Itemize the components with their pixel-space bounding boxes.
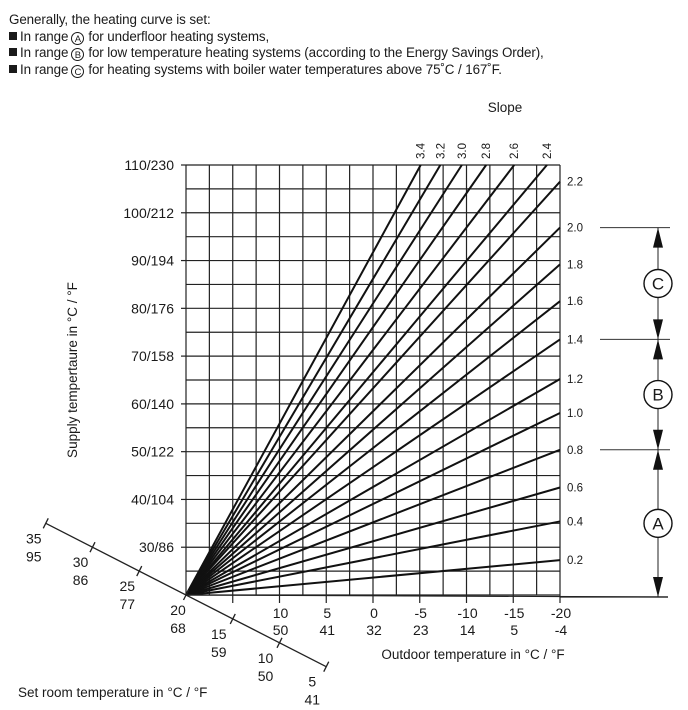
x-tick-label-c: 5 — [323, 605, 332, 621]
x-tick-label-c: 10 — [272, 605, 289, 621]
room-tick-label-c: 10 — [257, 649, 274, 666]
intro-item-prefix: In range — [20, 45, 69, 60]
arrow-down-icon — [653, 577, 663, 597]
range-badge-c: C — [71, 65, 84, 78]
range-label-c: C — [651, 274, 665, 294]
range-badge-b: B — [71, 48, 84, 61]
slope-label: 1.4 — [567, 334, 583, 347]
room-tick-label-c: 5 — [308, 673, 317, 690]
range-label-b: B — [652, 385, 664, 405]
x-tick-label-f: 23 — [412, 622, 429, 638]
room-tick-label-c: 35 — [25, 530, 42, 547]
x-tick-label-f: -4 — [554, 622, 568, 638]
x-tick-label-f: 32 — [366, 622, 382, 638]
slope-label: 2.6 — [509, 143, 522, 159]
intro-heading: Generally, the heating curve is set: — [9, 12, 211, 27]
room-tick-label-f: 50 — [257, 667, 274, 684]
room-tick-label-c: 15 — [210, 625, 227, 642]
intro-item-text: for underfloor heating systems, — [88, 28, 270, 44]
y-tick-label: 40/104 — [131, 491, 174, 508]
arrow-up-icon — [653, 339, 663, 359]
range-label-a: A — [652, 514, 664, 534]
room-tick-label-c: 20 — [170, 602, 186, 618]
arrow-up-icon — [653, 450, 663, 470]
room-axis-label: Set room temperature in °C / °F — [18, 685, 208, 700]
slope-title: Slope — [487, 100, 523, 115]
slope-label: 2.0 — [567, 222, 583, 235]
x-tick-label-c: -10 — [457, 605, 478, 621]
room-tick-label-c: 30 — [72, 554, 89, 571]
chart-grid — [186, 165, 560, 595]
slope-label: 1.6 — [567, 296, 583, 309]
room-tick — [277, 638, 282, 648]
intro-item-prefix: In range — [20, 61, 69, 77]
slope-label: 2.2 — [567, 176, 583, 189]
room-tick — [90, 542, 95, 552]
x-tick-label-c: -20 — [550, 605, 572, 621]
slope-label: 3.4 — [415, 143, 428, 159]
room-tick-label-f: 86 — [72, 572, 89, 589]
x-tick-label-f: 41 — [319, 622, 336, 638]
intro-item-text: for heating systems with boiler water temperatures above 75˚C / 167˚F. — [88, 61, 502, 77]
slope-label: 1.2 — [567, 374, 583, 387]
room-tick-label-f: 95 — [25, 548, 42, 565]
range-badge-a: A — [71, 32, 84, 45]
y-tick-label: 110/230 — [124, 157, 174, 173]
y-tick-label: 30/86 — [138, 539, 174, 556]
room-tick — [137, 566, 142, 576]
arrow-down-icon — [653, 319, 663, 339]
x-tick-label-c: 0 — [370, 605, 378, 621]
intro-item-text: for low temperature heating systems (according to the Energy Savings Order), — [88, 45, 544, 60]
y-axis-label: Supply tempertaure in °C / °F — [65, 282, 80, 458]
x-tick-label-f: 14 — [459, 622, 476, 638]
arrow-up-icon — [653, 228, 663, 248]
room-tick-label-f: 68 — [170, 620, 186, 636]
y-tick-label: 60/140 — [131, 395, 174, 412]
x-axis-label: Outdoor temperature in °C / °F — [381, 647, 565, 662]
slope-label: 0.2 — [567, 555, 583, 568]
slope-label: 1.0 — [567, 407, 583, 420]
room-tick — [43, 518, 48, 528]
room-tick-label-c: 25 — [119, 578, 136, 595]
slope-label: 3.2 — [435, 143, 448, 159]
slope-label: 0.8 — [567, 444, 583, 457]
x-tick-label-c: -15 — [504, 605, 525, 621]
y-tick-label: 90/194 — [131, 252, 174, 269]
y-tick-label: 100/212 — [123, 204, 174, 221]
slope-label: 0.6 — [567, 482, 583, 495]
y-tick-label: 70/158 — [131, 348, 174, 365]
slope-label: 0.4 — [567, 516, 583, 529]
room-tick-label-f: 77 — [119, 596, 136, 613]
slope-label: 2.8 — [481, 143, 494, 159]
slope-label: 2.4 — [541, 143, 554, 159]
room-tick — [324, 662, 329, 672]
intro-item-prefix: In range — [20, 28, 69, 44]
room-tick-label-f: 59 — [210, 643, 227, 660]
x-tick-label-f: 5 — [510, 622, 519, 638]
x-tick-label-f: 50 — [272, 622, 289, 638]
slope-label: 1.8 — [567, 259, 583, 272]
slope-label: 3.0 — [456, 143, 469, 159]
x-tick-label-c: -5 — [414, 605, 427, 621]
y-tick-label: 80/176 — [131, 300, 174, 317]
room-tick-label-f: 41 — [304, 691, 321, 708]
y-tick-label: 50/122 — [131, 443, 174, 460]
room-tick — [230, 614, 235, 624]
arrow-down-icon — [653, 430, 663, 450]
